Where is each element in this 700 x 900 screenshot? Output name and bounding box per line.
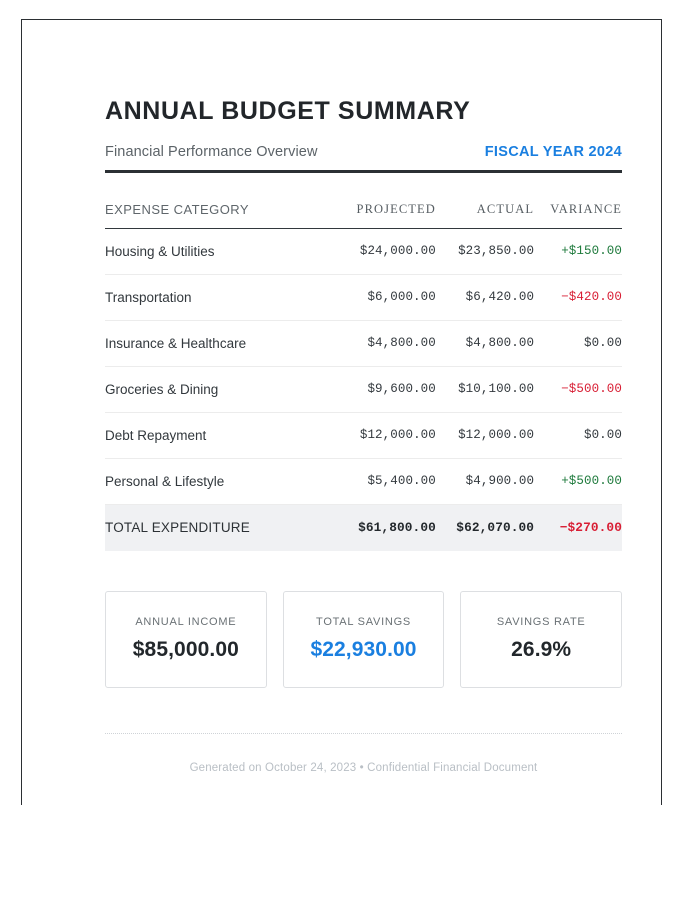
cell-variance: $0.00	[534, 412, 622, 458]
cell-category: Insurance & Healthcare	[105, 320, 327, 366]
cell-actual: $62,070.00	[436, 504, 534, 551]
document-page	[21, 19, 662, 805]
column-header-actual: ACTUAL	[476, 201, 535, 216]
summary-card	[283, 591, 445, 688]
cell-variance: −$500.00	[534, 366, 622, 412]
cell-category: TOTAL EXPENDITURE	[105, 504, 327, 551]
cell-projected: $6,000.00	[327, 274, 436, 320]
fiscal-year-badge: FISCAL YEAR 2024	[484, 143, 622, 160]
summary-card	[460, 591, 622, 688]
document-content	[105, 98, 622, 774]
cell-actual: $12,000.00	[436, 412, 534, 458]
subtitle-row	[105, 144, 622, 160]
cell-category: Transportation	[105, 274, 327, 320]
cell-projected: $5,400.00	[327, 458, 436, 504]
table-row	[105, 320, 622, 366]
table-header-row	[105, 202, 622, 229]
document-header	[105, 98, 622, 173]
table-body	[105, 228, 622, 551]
summary-card-label: SAVINGS RATE	[496, 616, 586, 628]
table-header	[105, 202, 622, 229]
budget-table	[105, 202, 622, 551]
document-subtitle: Financial Performance Overview	[105, 143, 318, 160]
cell-actual: $10,100.00	[436, 366, 534, 412]
column-header-projected: PROJECTED	[356, 201, 436, 216]
summary-card-label: TOTAL SAVINGS	[316, 616, 411, 628]
page-title: ANNUAL BUDGET SUMMARY	[105, 97, 471, 125]
summary-card-value: 26.9%	[511, 638, 572, 661]
cell-variance: −$420.00	[534, 274, 622, 320]
cell-variance: +$500.00	[534, 458, 622, 504]
cell-variance: −$270.00	[534, 504, 622, 551]
cell-actual: $4,800.00	[436, 320, 534, 366]
table-row	[105, 274, 622, 320]
table-row	[105, 228, 622, 274]
summary-cards	[105, 591, 622, 688]
cell-projected: $4,800.00	[327, 320, 436, 366]
cell-projected: $9,600.00	[327, 366, 436, 412]
column-header-variance: VARIANCE	[550, 201, 622, 216]
table-total-row	[105, 504, 622, 551]
footer-divider	[105, 733, 622, 734]
cell-actual: $4,900.00	[436, 458, 534, 504]
cell-category: Groceries & Dining	[105, 366, 327, 412]
summary-card-value: $85,000.00	[132, 638, 239, 661]
cell-actual: $23,850.00	[436, 228, 534, 274]
summary-card-label: ANNUAL INCOME	[135, 616, 237, 628]
cell-projected: $24,000.00	[327, 228, 436, 274]
cell-variance: $0.00	[534, 320, 622, 366]
cell-category: Debt Repayment	[105, 412, 327, 458]
cell-category: Personal & Lifestyle	[105, 458, 327, 504]
table-row	[105, 412, 622, 458]
summary-card-value: $22,930.00	[310, 638, 417, 661]
cell-projected: $12,000.00	[327, 412, 436, 458]
cell-category: Housing & Utilities	[105, 228, 327, 274]
summary-card	[105, 591, 267, 688]
footer-text: Generated on October 24, 2023 • Confidential Financial Document	[189, 761, 538, 774]
cell-actual: $6,420.00	[436, 274, 534, 320]
table-row	[105, 458, 622, 504]
table-row	[105, 366, 622, 412]
column-header-category: EXPENSE CATEGORY	[105, 201, 249, 217]
header-divider	[105, 170, 622, 173]
cell-variance: +$150.00	[534, 228, 622, 274]
cell-projected: $61,800.00	[327, 504, 436, 551]
